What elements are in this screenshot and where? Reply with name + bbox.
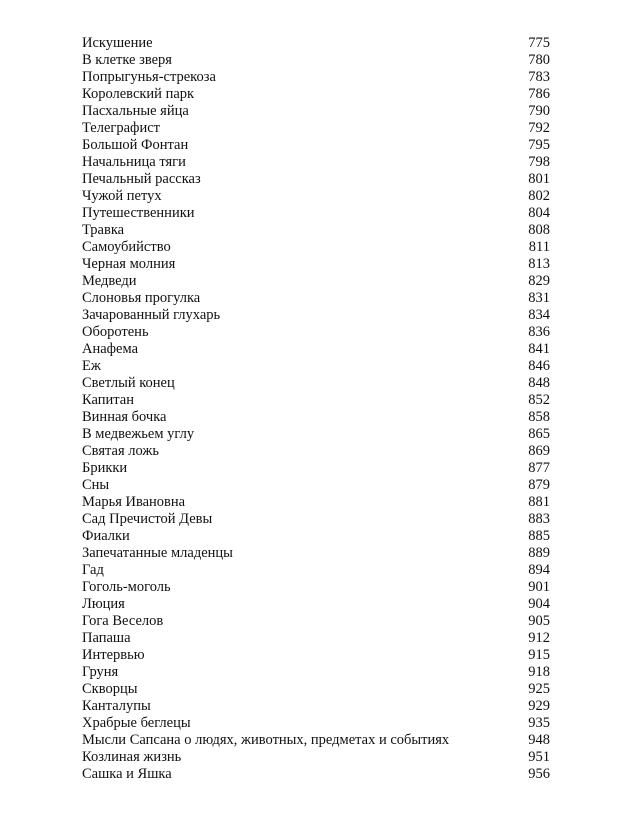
toc-entry-page-number: 804 bbox=[528, 205, 550, 221]
toc-entry-page-number: 798 bbox=[528, 154, 550, 170]
toc-entry-page-number: 951 bbox=[528, 749, 550, 765]
toc-entry bbox=[82, 664, 550, 681]
toc-entry bbox=[82, 273, 550, 290]
toc-entry-title: Канталупы bbox=[82, 698, 151, 714]
toc-entry-page-number: 790 bbox=[528, 103, 550, 119]
toc-entry bbox=[82, 392, 550, 409]
toc-entry-title: Храбрые беглецы bbox=[82, 715, 191, 731]
toc-entry-title: Большой Фонтан bbox=[82, 137, 189, 153]
toc-entry bbox=[82, 171, 550, 188]
toc-entry bbox=[82, 681, 550, 698]
toc-entry-page-number: 829 bbox=[528, 273, 550, 289]
toc-entry-page-number: 894 bbox=[528, 562, 550, 578]
toc-entry-page-number: 811 bbox=[528, 239, 550, 255]
toc-entry-page-number: 869 bbox=[528, 443, 550, 459]
toc-entry-page-number: 935 bbox=[528, 715, 550, 731]
toc-entry bbox=[82, 562, 550, 579]
toc-entry-title: Папаша bbox=[82, 630, 131, 646]
toc-entry-title: Винная бочка bbox=[82, 409, 167, 425]
toc-entry bbox=[82, 103, 550, 120]
toc-entry bbox=[82, 52, 550, 69]
toc-entry-page-number: 929 bbox=[528, 698, 550, 714]
toc-entry-page-number: 831 bbox=[528, 290, 550, 306]
toc-entry bbox=[82, 307, 550, 324]
toc-entry bbox=[82, 766, 550, 783]
toc-entry-page-number: 841 bbox=[528, 341, 550, 357]
toc-entry-title: Мысли Сапсана о людях, животных, предметах и событиях bbox=[82, 732, 450, 748]
toc-entry bbox=[82, 324, 550, 341]
toc-entry-title: Анафема bbox=[82, 341, 139, 357]
toc-entry bbox=[82, 460, 550, 477]
toc-entry-page-number: 801 bbox=[528, 171, 550, 187]
toc-entry-title: Запечатанные младенцы bbox=[82, 545, 233, 561]
toc-entry bbox=[82, 613, 550, 630]
toc-entry-title: Королевский парк bbox=[82, 86, 195, 102]
toc-entry bbox=[82, 749, 550, 766]
toc-entry-title: Самоубийство bbox=[82, 239, 171, 255]
toc-entry-page-number: 905 bbox=[528, 613, 550, 629]
toc-entry-title: Пасхальные яйца bbox=[82, 103, 189, 119]
toc-entry-page-number: 846 bbox=[528, 358, 550, 374]
toc-entry bbox=[82, 154, 550, 171]
toc-entry-page-number: 956 bbox=[528, 766, 550, 782]
toc-entry bbox=[82, 698, 550, 715]
toc-entry bbox=[82, 86, 550, 103]
toc-entry-title: Попрыгунья-стрекоза bbox=[82, 69, 216, 85]
toc-entry-title: В клетке зверя bbox=[82, 52, 172, 68]
toc-entry-title: Святая ложь bbox=[82, 443, 159, 459]
toc-entry bbox=[82, 630, 550, 647]
toc-entry-title: Еж bbox=[82, 358, 101, 374]
toc-entry-page-number: 865 bbox=[528, 426, 550, 442]
toc-entry-title: Медведи bbox=[82, 273, 137, 289]
toc-entry bbox=[82, 205, 550, 222]
toc-entry-page-number: 813 bbox=[528, 256, 550, 272]
toc-entry bbox=[82, 35, 550, 52]
toc-entry bbox=[82, 222, 550, 239]
toc-entry-title: Травка bbox=[82, 222, 125, 238]
toc-entry-title: Путешественники bbox=[82, 205, 195, 221]
toc-entry-page-number: 912 bbox=[528, 630, 550, 646]
toc-entry bbox=[82, 290, 550, 307]
toc-entry-page-number: 885 bbox=[528, 528, 550, 544]
toc-entry bbox=[82, 443, 550, 460]
toc-entry-page-number: 786 bbox=[528, 86, 550, 102]
toc-entry bbox=[82, 358, 550, 375]
toc-entry-page-number: 879 bbox=[528, 477, 550, 493]
toc-entry bbox=[82, 120, 550, 137]
toc-entry bbox=[82, 494, 550, 511]
toc-entry bbox=[82, 647, 550, 664]
toc-entry bbox=[82, 545, 550, 562]
toc-entry-title: Черная молния bbox=[82, 256, 176, 272]
toc-entry bbox=[82, 341, 550, 358]
toc-entry bbox=[82, 528, 550, 545]
toc-entry-title: Искушение bbox=[82, 35, 153, 51]
toc-entry-page-number: 901 bbox=[528, 579, 550, 595]
toc-entry bbox=[82, 732, 550, 749]
toc-entry-title: Гоголь-моголь bbox=[82, 579, 171, 595]
toc-entry-page-number: 948 bbox=[528, 732, 550, 748]
toc-entry-page-number: 852 bbox=[528, 392, 550, 408]
toc-entry-title: Капитан bbox=[82, 392, 134, 408]
toc-entry-title: Люция bbox=[82, 596, 125, 612]
toc-entry-title: Марья Ивановна bbox=[82, 494, 186, 510]
toc-entry-page-number: 848 bbox=[528, 375, 550, 391]
toc-entry-page-number: 792 bbox=[528, 120, 550, 136]
toc-entry bbox=[82, 69, 550, 86]
toc-entry bbox=[82, 426, 550, 443]
toc-entry-title: Сны bbox=[82, 477, 110, 493]
toc-entry-page-number: 836 bbox=[528, 324, 550, 340]
toc-entry-title: Оборотень bbox=[82, 324, 149, 340]
toc-entry bbox=[82, 137, 550, 154]
toc-entry-title: Печальный рассказ bbox=[82, 171, 201, 187]
toc-entry-title: Груня bbox=[82, 664, 119, 680]
toc-entry-page-number: 889 bbox=[528, 545, 550, 561]
toc-entry-title: Светлый конец bbox=[82, 375, 175, 391]
toc-entry-page-number: 780 bbox=[528, 52, 550, 68]
toc-entry-title: Телеграфист bbox=[82, 120, 160, 136]
toc-entry-page-number: 775 bbox=[528, 35, 550, 51]
toc-entry-title: Брикки bbox=[82, 460, 128, 476]
toc-entry bbox=[82, 375, 550, 392]
toc-entry bbox=[82, 477, 550, 494]
toc-entry-title: Фиалки bbox=[82, 528, 130, 544]
toc-entry-title: Слоновья прогулка bbox=[82, 290, 201, 306]
toc-entry bbox=[82, 239, 550, 256]
toc-entry bbox=[82, 409, 550, 426]
toc-entry bbox=[82, 256, 550, 273]
toc-entry-page-number: 883 bbox=[528, 511, 550, 527]
toc-entry-title: Зачарованный глухарь bbox=[82, 307, 221, 323]
toc-entry bbox=[82, 596, 550, 613]
toc-entry-title: Скворцы bbox=[82, 681, 138, 697]
toc-entry-page-number: 925 bbox=[528, 681, 550, 697]
toc-entry-page-number: 834 bbox=[528, 307, 550, 323]
toc-entry-title: Гога Веселов bbox=[82, 613, 164, 629]
toc-entry-title: Интервью bbox=[82, 647, 145, 663]
toc-entry-page-number: 783 bbox=[528, 69, 550, 85]
toc-entry-title: Козлиная жизнь bbox=[82, 749, 182, 765]
toc-entry bbox=[82, 579, 550, 596]
toc-entry-page-number: 795 bbox=[528, 137, 550, 153]
toc-entry-title: Гад bbox=[82, 562, 104, 578]
toc-entry-page-number: 915 bbox=[528, 647, 550, 663]
toc-entry-page-number: 858 bbox=[528, 409, 550, 425]
toc-entry bbox=[82, 715, 550, 732]
toc-entry-page-number: 904 bbox=[528, 596, 550, 612]
toc-entry-page-number: 918 bbox=[528, 664, 550, 680]
toc-entry bbox=[82, 188, 550, 205]
toc-entry-title: Чужой петух bbox=[82, 188, 162, 204]
toc-entry-page-number: 808 bbox=[528, 222, 550, 238]
toc-entry-page-number: 877 bbox=[528, 460, 550, 476]
toc-entry bbox=[82, 511, 550, 528]
toc-entry-title: В медвежьем углу bbox=[82, 426, 195, 442]
table-of-contents bbox=[82, 35, 550, 783]
toc-entry-title: Сашка и Яшка bbox=[82, 766, 172, 782]
toc-entry-title: Сад Пречистой Девы bbox=[82, 511, 213, 527]
toc-entry-page-number: 881 bbox=[528, 494, 550, 510]
toc-entry-title: Начальница тяги bbox=[82, 154, 186, 170]
toc-entry-page-number: 802 bbox=[528, 188, 550, 204]
